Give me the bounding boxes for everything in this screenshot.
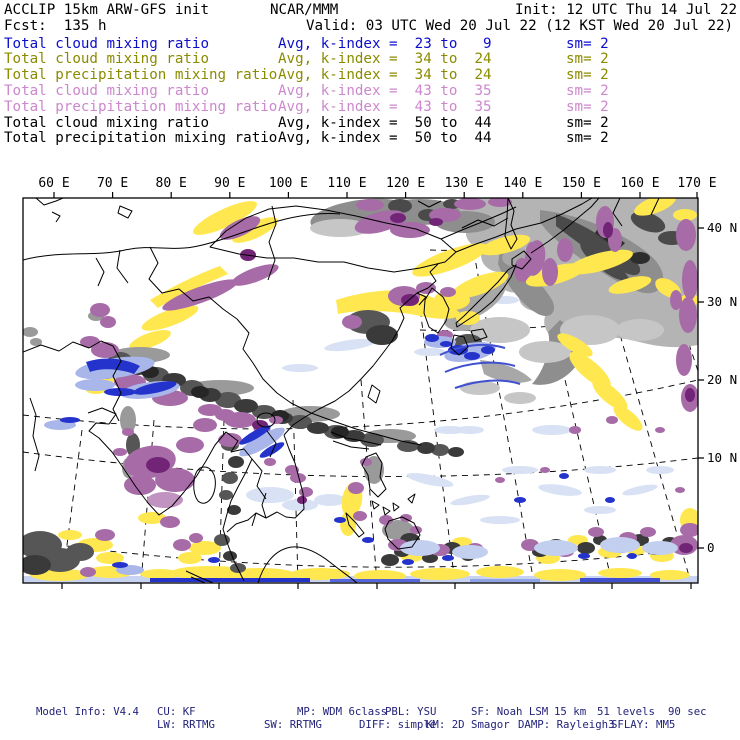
model-info-segment: LW: RRTMG: [157, 718, 215, 731]
lon-tick-label: 150 E: [561, 176, 601, 191]
cloud-precip-field: [18, 190, 700, 583]
field-smoothing: sm= 2: [566, 98, 609, 115]
field-label: Total cloud mixing ratio: [4, 51, 209, 68]
model-info-segment: 51 levels: [597, 705, 655, 718]
field-stat: Avg, k-index = 34 to 24: [278, 67, 492, 84]
lat-tick-label: 0: [707, 540, 715, 555]
lat-tick-label: 30 N: [707, 294, 738, 309]
field-label: Total precipitation mixing ratio: [4, 98, 278, 115]
lon-tick-label: 140 E: [503, 176, 543, 191]
field-stat: Avg, k-index = 50 to 44: [278, 130, 492, 147]
model-info-segment: PBL: YSU: [385, 705, 437, 718]
plot-title: ACCLIP 15km ARW-GFS init: [4, 2, 209, 18]
lon-tick-label: 70 E: [96, 176, 129, 191]
field-label: Total cloud mixing ratio: [4, 35, 209, 52]
lon-tick-label: 60 E: [38, 176, 70, 191]
field-stat: Avg, k-index = 23 to 9: [278, 35, 492, 52]
field-stat: Avg, k-index = 50 to 44: [278, 114, 492, 131]
field-smoothing: sm= 2: [566, 51, 609, 68]
lat-tick-label: 20 N: [707, 372, 738, 387]
field-stat: Avg, k-index = 43 to 35: [278, 82, 492, 99]
lon-tick-label: 170 E: [677, 176, 717, 191]
field-stat: Avg, k-index = 34 to 24: [278, 51, 492, 68]
model-info-segment: KM: 2D Smagor: [426, 718, 510, 731]
lon-tick-label: 160 E: [620, 176, 660, 191]
field-stat: Avg, k-index = 43 to 35: [278, 98, 492, 115]
org-label: NCAR/MMM: [270, 2, 339, 18]
lon-tick-label: 120 E: [386, 176, 426, 191]
lon-tick-label: 130 E: [444, 176, 484, 191]
model-info-segment: 15 km: [554, 705, 587, 718]
field-label: Total cloud mixing ratio: [4, 114, 209, 131]
field-smoothing: sm= 2: [566, 130, 609, 147]
model-info-segment: MP: WDM 6class: [297, 705, 388, 718]
model-info-segment: 90 sec: [668, 705, 707, 718]
model-info-segment: SFLAY: MM5: [611, 718, 676, 731]
field-label: Total precipitation mixing ratio: [4, 67, 278, 84]
model-info-segment: Model Info: V4.4: [36, 705, 139, 718]
field-label: Total cloud mixing ratio: [4, 82, 209, 99]
lat-tick-label: 40 N: [707, 220, 738, 235]
field-smoothing: sm= 2: [566, 114, 609, 131]
field-label: Total precipitation mixing ratio: [4, 130, 278, 147]
lat-tick-label: 10 N: [707, 450, 738, 465]
lon-tick-label: 80 E: [155, 176, 187, 191]
model-info-segment: CU: KF: [157, 705, 196, 718]
field-smoothing: sm= 2: [566, 82, 609, 99]
model-info-segment: SW: RRTMG: [264, 718, 322, 731]
fcst-hour-label: Fcst: 135 h: [4, 18, 107, 34]
model-info-segment: DAMP: Rayleigh3: [518, 718, 615, 731]
model-info-segment: DIFF: simple: [359, 718, 437, 731]
lon-tick-label: 110 E: [327, 176, 367, 191]
field-smoothing: sm= 2: [566, 67, 609, 84]
field-smoothing: sm= 2: [566, 35, 609, 52]
valid-time-label: Valid: 03 UTC Wed 20 Jul 22 (12 KST Wed 20 Jul 22): [306, 18, 734, 34]
lon-tick-label: 100 E: [268, 176, 308, 191]
model-info-segment: SF: Noah LSM: [471, 705, 549, 718]
lon-tick-label: 90 E: [214, 176, 246, 191]
init-time-label: Init: 12 UTC Thu 14 Jul 22: [515, 2, 738, 18]
